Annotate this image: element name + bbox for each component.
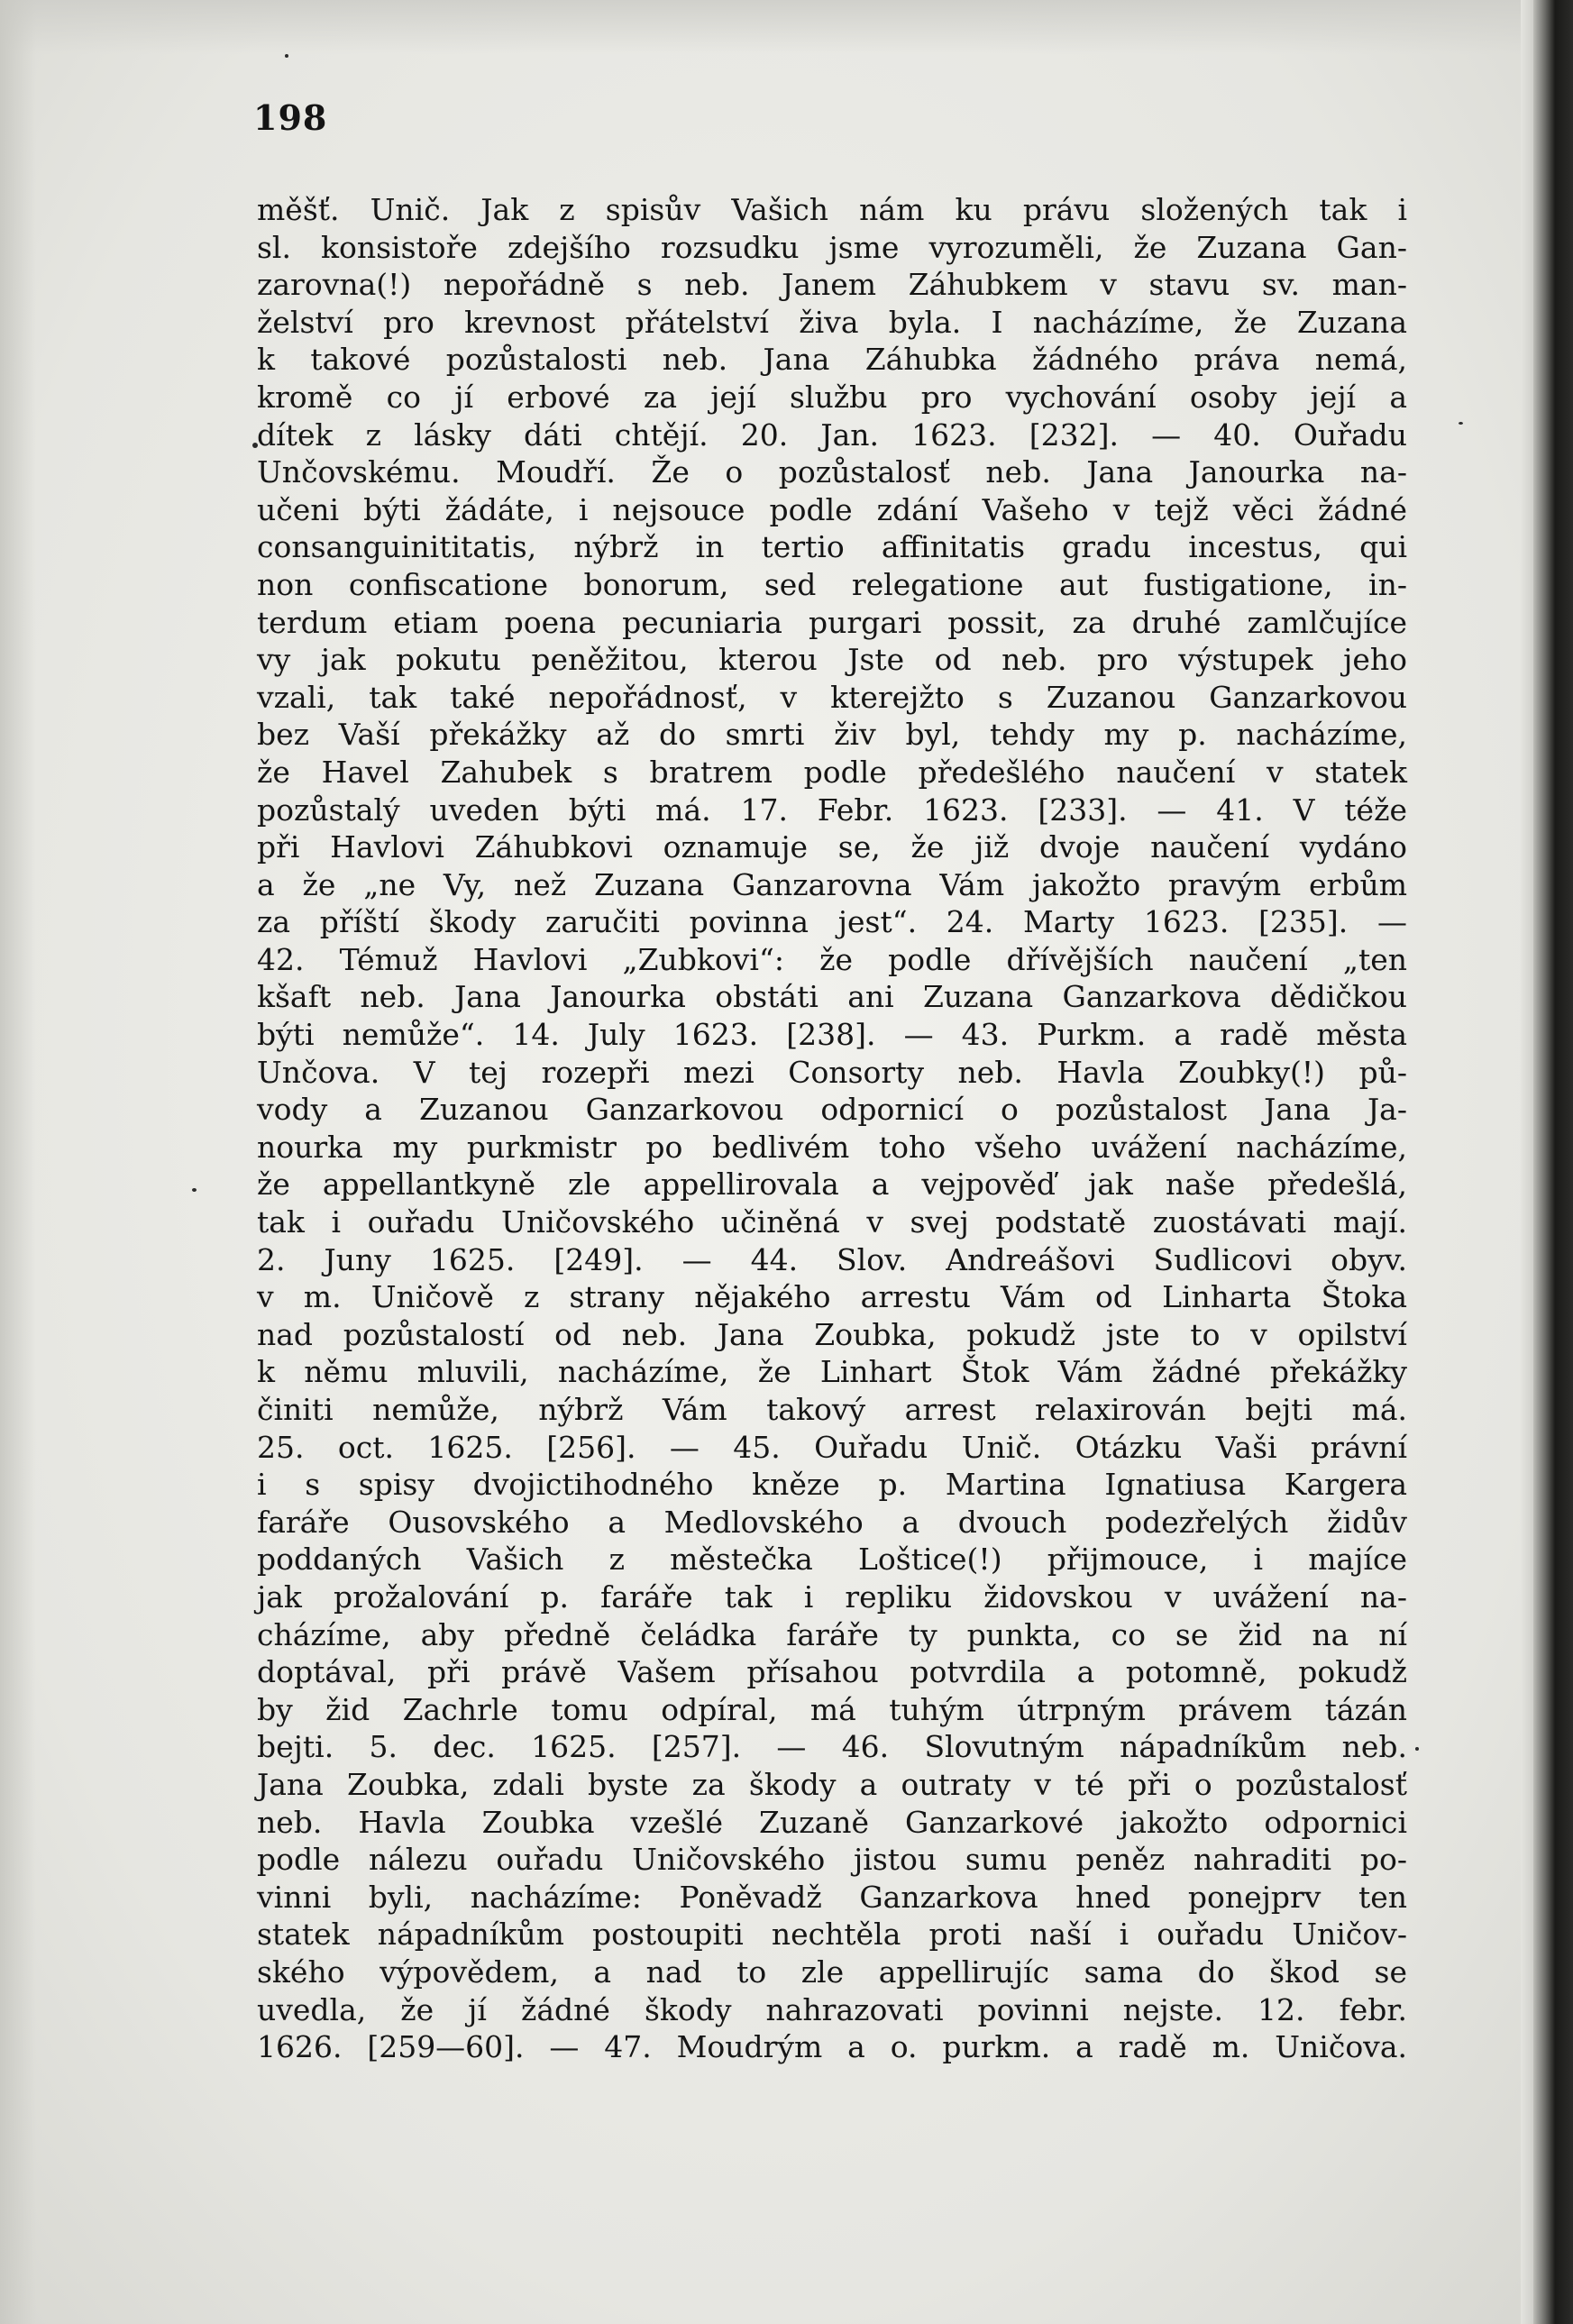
text-line: k němu mluvili, nacházíme, že Linhart Štok Vám žádné překážky [257, 1354, 1407, 1390]
text-line: že appellantkyně zle appellirovala a vejpověď jak naše předešlá, [257, 1167, 1407, 1203]
text-line: faráře Ousovského a Medlovského a dvouch podezřelých židův [257, 1504, 1407, 1540]
text-line: v m. Uničově z strany nějakého arrestu Vám od Linharta Štoka [257, 1279, 1407, 1315]
text-line: terdum etiam poena pecuniaria purgari possit, za druhé zamlčujíce [257, 604, 1407, 640]
text-line: vy jak pokutu peněžitou, kterou Jste od neb. pro výstupek jeho [257, 642, 1407, 678]
ink-speck [1459, 422, 1463, 425]
text-line: nad pozůstalostí od neb. Jana Zoubka, pokudž jste to v opilství [257, 1316, 1407, 1352]
text-line: vzali, tak také nepořádnosť, v kterejžto s Zuzanou Ganzarkovou [257, 679, 1407, 715]
text-line: 2. Juny 1625. [249]. — 44. Slov. Andreášovi Sudlicovi obyv. [257, 1241, 1407, 1277]
text-line: bejti. 5. dec. 1625. [257]. — 46. Slovutným nápadníkům neb. [257, 1729, 1407, 1765]
text-line: i s spisy dvojictihodného kněze p. Martina Ignatiusa Kargera [257, 1467, 1407, 1503]
text-line: za příští škody zaručiti povinna jest“. 24. Marty 1623. [235]. — [257, 904, 1407, 940]
text-line: podle nálezu ouřadu Uničovského jistou sumu peněz nahraditi po- [257, 1842, 1407, 1878]
text-line: Unčova. V tej rozepři mezi Consorty neb. Havla Zoubky(!) pů- [257, 1054, 1407, 1090]
text-line: neb. Havla Zoubka vzešlé Zuzaně Ganzarkové jakožto odpornici [257, 1804, 1407, 1840]
text-line: doptával, při právě Vašem přísahou potvrdila a potomně, pokudž [257, 1654, 1407, 1690]
text-line: 1626. [259—60]. — 47. Moudrým a o. purkm. a radě m. Uničova. [257, 2029, 1407, 2065]
text-line: poddaných Vašich z městečka Loštice(!) přijmouce, i majíce [257, 1542, 1407, 1578]
text-line: vinni byli, nacházíme: Poněvadž Ganzarkova hned ponejprv ten [257, 1879, 1407, 1915]
text-line: želství pro krevnost přátelství živa byla. I nacházíme, že Zuzana [257, 304, 1407, 340]
ink-speck [285, 54, 288, 58]
text-line: statek nápadníkům postoupiti nechtěla proti naší i ouřadu Uničov- [257, 1917, 1407, 1953]
text-line: při Havlovi Záhubkovi oznamuje se, že již dvoje naučení vydáno [257, 829, 1407, 865]
text-line: sl. konsistoře zdejšího rozsudku jsme vyrozuměli, že Zuzana Gan- [257, 229, 1407, 265]
text-line: bez Vaší překážky až do smrti živ byl, tehdy my p. nacházíme, [257, 717, 1407, 753]
book-spine-edge [1533, 0, 1573, 2324]
page-number: 198 [253, 97, 328, 138]
text-line: Unčovskému. Moudří. Že o pozůstalosť neb. Jana Janourka na- [257, 454, 1407, 490]
text-line: býti nemůže“. 14. July 1623. [238]. — 43. Purkm. a radě města [257, 1017, 1407, 1053]
text-line: non confiscatione bonorum, sed relegatione aut fustigatione, in- [257, 566, 1407, 602]
text-line: pozůstalý uveden býti má. 17. Febr. 1623. [233]. — 41. V téže [257, 791, 1407, 828]
page-shadow-left [0, 0, 36, 2324]
page-shadow-top [0, 0, 1573, 54]
text-line [257, 2066, 1407, 2104]
text-line: uvedla, že jí žádné škody nahrazovati povinni nejste. 12. febr. [257, 1991, 1407, 2027]
text-line: měšť. Unič. Jak z spisův Vašich nám ku právu složených tak i [257, 192, 1407, 227]
text-line: a že „ne Vy, než Zuzana Ganzarovna Vám jakožto pravým erbům [257, 866, 1407, 902]
text-line: k takové pozůstalosti neb. Jana Záhubka žádného práva nemá, [257, 342, 1407, 378]
text-line: zarovna(!) nepořádně s neb. Janem Záhubkem v stavu sv. man- [257, 267, 1407, 303]
text-line: dítek z lásky dáti chtějí. 20. Jan. 1623. [232]. — 40. Ouřadu [257, 416, 1407, 453]
ink-speck [192, 1188, 197, 1192]
text-line: Jana Zoubka, zdali byste za škody a outraty v té při o pozůstalosť [257, 1766, 1407, 1802]
text-line: jak prožalování p. faráře tak i repliku židovskou v uvážení na- [257, 1578, 1407, 1615]
text-line: 25. oct. 1625. [256]. — 45. Ouřadu Unič. Otázku Vaši právní [257, 1429, 1407, 1465]
text-line: tak i ouřadu Uničovského učiněná v svej podstatě zuostávati mají. [257, 1204, 1407, 1240]
text-line: kromě co jí erbové za její službu pro vychování osoby její a [257, 379, 1407, 415]
text-line: činiti nemůže, nýbrž Vám takový arrest relaxirován bejti má. [257, 1392, 1407, 1427]
text-line: kšaft neb. Jana Janourka obstáti ani Zuzana Ganzarkova dědičkou [257, 979, 1407, 1015]
text-line: by žid Zachrle tomu odpíral, má tuhým útrpným právem tázán [257, 1691, 1407, 1727]
text-line: vody a Zuzanou Ganzarkovou odpornicí o pozůstalost Jana Ja- [257, 1092, 1407, 1128]
ink-speck [1415, 1747, 1419, 1751]
text-line: že Havel Zahubek s bratrem podle předešlého naučení v statek [257, 754, 1407, 790]
page-gutter [1521, 0, 1533, 2324]
text-line: 42. Témuž Havlovi „Zubkovi“: že podle dřívějších naučení „ten [257, 941, 1407, 977]
text-line: ského výpovědem, a nad to zle appellirujíc sama do škod se [257, 1953, 1407, 1990]
text-line: učeni býti žádáte, i nejsouce podle zdání Vašeho v tejž věci žádné [257, 491, 1407, 527]
body-text [257, 191, 1407, 2103]
text-line: nourka my purkmistr po bedlivém toho všeho uvážení nacházíme, [257, 1129, 1407, 1165]
text-line: consanguinititatis, nýbrž in tertio affinitatis gradu incestus, qui [257, 529, 1407, 565]
text-line: cházíme, aby předně čeládka faráře ty punkta, co se žid na ní [257, 1616, 1407, 1652]
